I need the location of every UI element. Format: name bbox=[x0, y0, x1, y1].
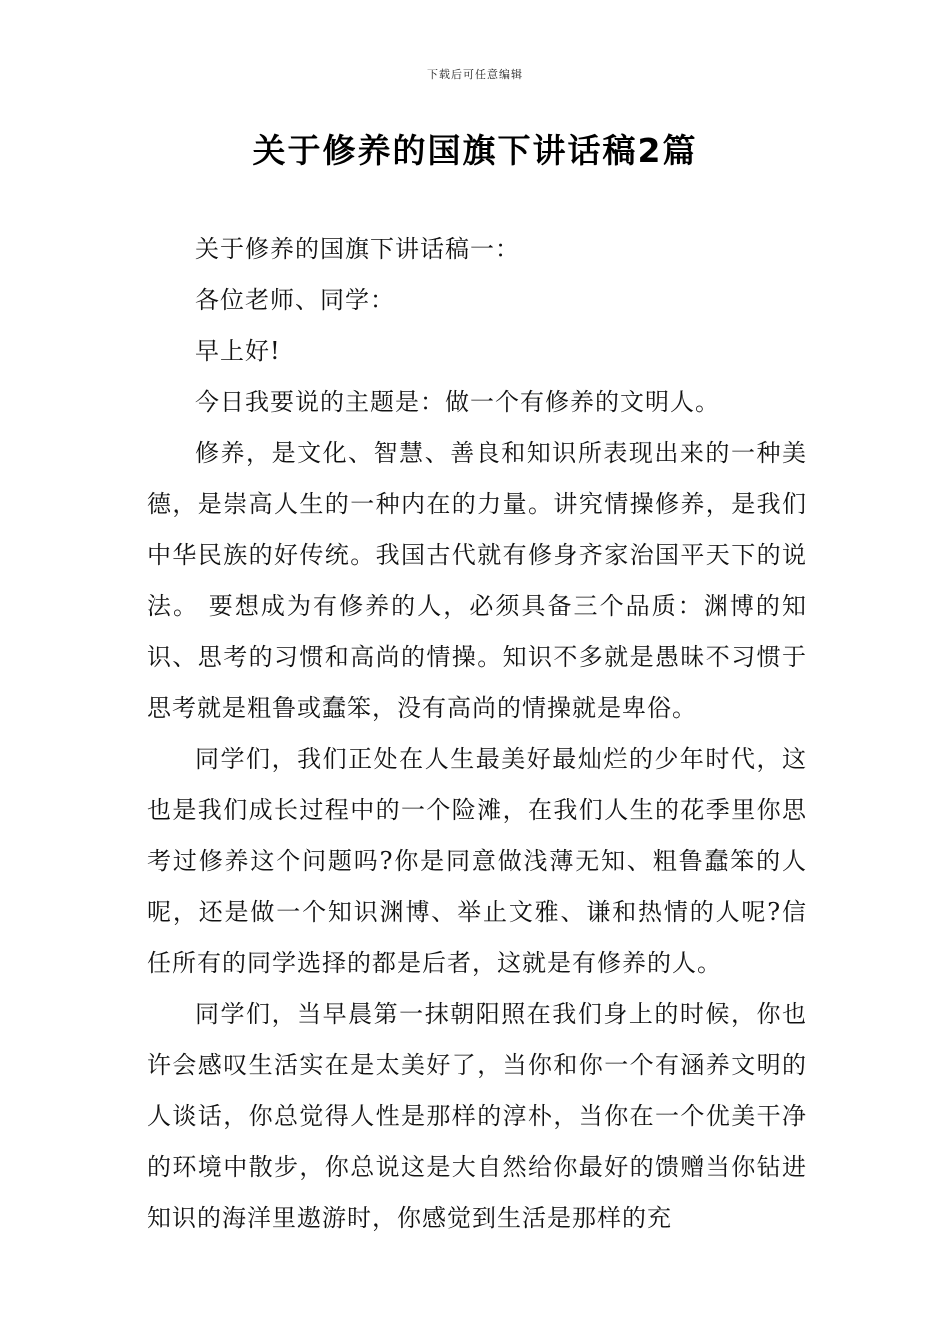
paragraph-subtitle: 关于修养的国旗下讲话稿一： bbox=[195, 235, 520, 263]
paragraph-topic: 今日我要说的主题是：做一个有修养的文明人。 bbox=[195, 388, 720, 416]
paragraph-body: 同学们，我们正处在人生最美好最灿烂的少年时代，这也是我们成长过程中的一个险滩，在我们人生的花季里你思考过修养这个问题吗?你是同意做浅薄无知、粗鲁蠢笨的人呢，还是做一个知识渊博、举止文雅、谦和热情的人呢?信任所有的同学选择的都是后者，这就是有修养的人。 bbox=[147, 745, 807, 977]
paragraph-body: 同学们，当早晨第一抹朝阳照在我们身上的时候，你也许会感叹生活实在是太美好了，当你和你一个有涵养文明的人谈话，你总觉得人性是那样的淳朴，当你在一个优美干净的环境中散步，你总说这是大自然给你最好的馈赠当你钻进知识的海洋里遨游时，你感觉到生活是那样的充 bbox=[147, 1000, 807, 1232]
paragraph-body: 修养，是文化、智慧、善良和知识所表现出来的一种美德，是崇高人生的一种内在的力量。讲究情操修养，是我们中华民族的好传统。我国古代就有修身齐家治国平天下的说法。 要想成为有修养的人，必须具备三个品质：渊博的知识、思考的习惯和高尚的情操。知识不多就是愚昧不习惯于思考就是粗鲁或蠢笨，没有高尚的情操就是卑俗。 bbox=[147, 439, 807, 722]
document-body bbox=[147, 224, 807, 1244]
paragraph-greeting: 早上好! bbox=[195, 337, 281, 365]
paragraph-salutation: 各位老师、同学： bbox=[195, 286, 395, 314]
document-title: 关于修养的国旗下讲话稿2篇 bbox=[252, 131, 698, 170]
header-note: 下载后可任意编辑 bbox=[427, 68, 523, 81]
